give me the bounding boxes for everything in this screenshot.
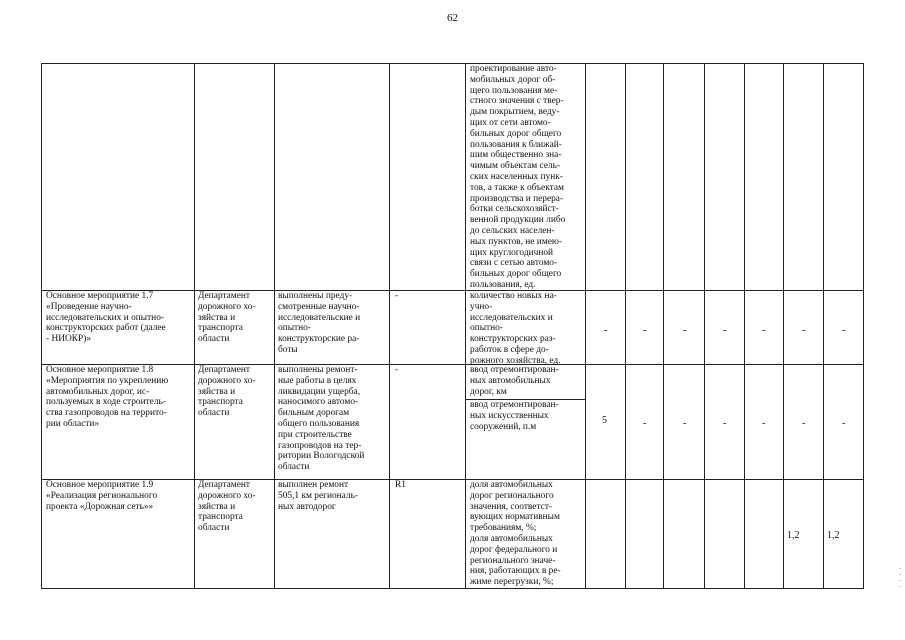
table-border-top bbox=[41, 63, 864, 64]
value-cell: - bbox=[723, 325, 727, 336]
col-line bbox=[194, 63, 195, 588]
program-table bbox=[41, 63, 864, 588]
indicator-cell: доля автомобильных дорог регионального значения, соответст- вующих нормативным требованиям, %; доля автомобильных дорог федерального и регионального значе- ния, работающих в ре- жиме перегрузки, %; bbox=[470, 480, 561, 588]
value-cell: - bbox=[762, 418, 766, 429]
page-number: 62 bbox=[447, 12, 458, 24]
col-line bbox=[744, 63, 745, 588]
value-cell: - bbox=[643, 325, 647, 336]
result-cell: выполнены ремонт- ные работы в целях ликвидации ущерба, наносимого автомо- бильным дорогам общего пользования при строительстве газопроводов на тер- ритории Вологодской области bbox=[278, 365, 365, 473]
indicator-cell: количество новых на- учно- исследовательских и опытно- конструкторских раз- работок в сфере до- рожного хозяйства, ед. bbox=[470, 291, 561, 366]
value-cell: - bbox=[802, 418, 806, 429]
value-cell: - bbox=[842, 325, 846, 336]
event-cell: Основное мероприятие 1.7 «Проведение научно- исследовательских и опытно- конструкторских работ (далее - НИОКР)» bbox=[46, 291, 166, 345]
value-cell: - bbox=[604, 325, 608, 336]
value-cell: - bbox=[683, 325, 687, 336]
col-line bbox=[274, 63, 275, 588]
executor-cell: Департамент дорожного хо- зяйства и транспорта области bbox=[198, 365, 256, 419]
executor-cell: Департамент дорожного хо- зяйства и транспорта области bbox=[198, 480, 256, 534]
value-cell: 1,2 bbox=[827, 530, 840, 541]
value-cell: - bbox=[762, 325, 766, 336]
code-cell: - bbox=[395, 291, 399, 301]
value-cell: - bbox=[842, 418, 846, 429]
code-cell: R1 bbox=[395, 480, 406, 490]
executor-cell: Департамент дорожного хо- зяйства и транспорта области bbox=[198, 291, 256, 345]
value-cell: - bbox=[802, 325, 806, 336]
col-line bbox=[663, 63, 664, 588]
col-line bbox=[823, 63, 824, 588]
result-cell: выполнены преду- смотренные научно- исследовательские и опытно- конструкторские ра- боты bbox=[278, 291, 361, 355]
col-line bbox=[389, 63, 390, 588]
value-cell: - bbox=[643, 418, 647, 429]
value-cell: 5 bbox=[602, 415, 607, 426]
event-cell: Основное мероприятие 1.8 «Мероприятия по укреплению автомобильных дорог, ис- пользуемых в ходе строитель- ства газопроводов на террито- рии области» bbox=[46, 365, 169, 429]
result-cell: выполнен ремонт 505,1 км региональ- ных автодорог bbox=[278, 480, 359, 512]
col-line bbox=[704, 63, 705, 588]
margin-mark: · · · · bbox=[899, 565, 902, 591]
col-line bbox=[625, 63, 626, 588]
indicator-cell: ввод отремонтирован- ных искусственных сооружений, п.м bbox=[470, 400, 559, 432]
code-cell: - bbox=[395, 365, 399, 375]
indicator-cell: проектирование авто- мобильных дорог об- щего пользования ме- стного значения с твер- дым покрытием, веду- щих от сети автомо- бильных дорог общего пользования к ближай- шим общественно зна- чимым объектам сель- ских населенных пунк- тов, а также к объектам производства и перера- ботки сельскохозяйст- венной продукции либо до сельских населен- ных пунктов, не имею- щих круглогодичной связи с сетью автомо- бильных дорог общего пользования, ед. bbox=[470, 64, 566, 290]
col-line bbox=[465, 63, 466, 588]
col-line bbox=[585, 63, 586, 588]
value-cell: - bbox=[723, 418, 727, 429]
table-border-bottom bbox=[41, 588, 864, 589]
col-line bbox=[783, 63, 784, 588]
value-cell: - bbox=[683, 418, 687, 429]
value-cell: 1,2 bbox=[787, 530, 800, 541]
event-cell: Основное мероприятие 1.9 «Реализация регионального проекта «Дорожная сеть»» bbox=[46, 480, 158, 512]
col-line bbox=[863, 63, 864, 588]
indicator-cell: ввод отремонтирован- ных автомобильных дорог, км bbox=[470, 365, 559, 397]
col-line bbox=[41, 63, 42, 588]
